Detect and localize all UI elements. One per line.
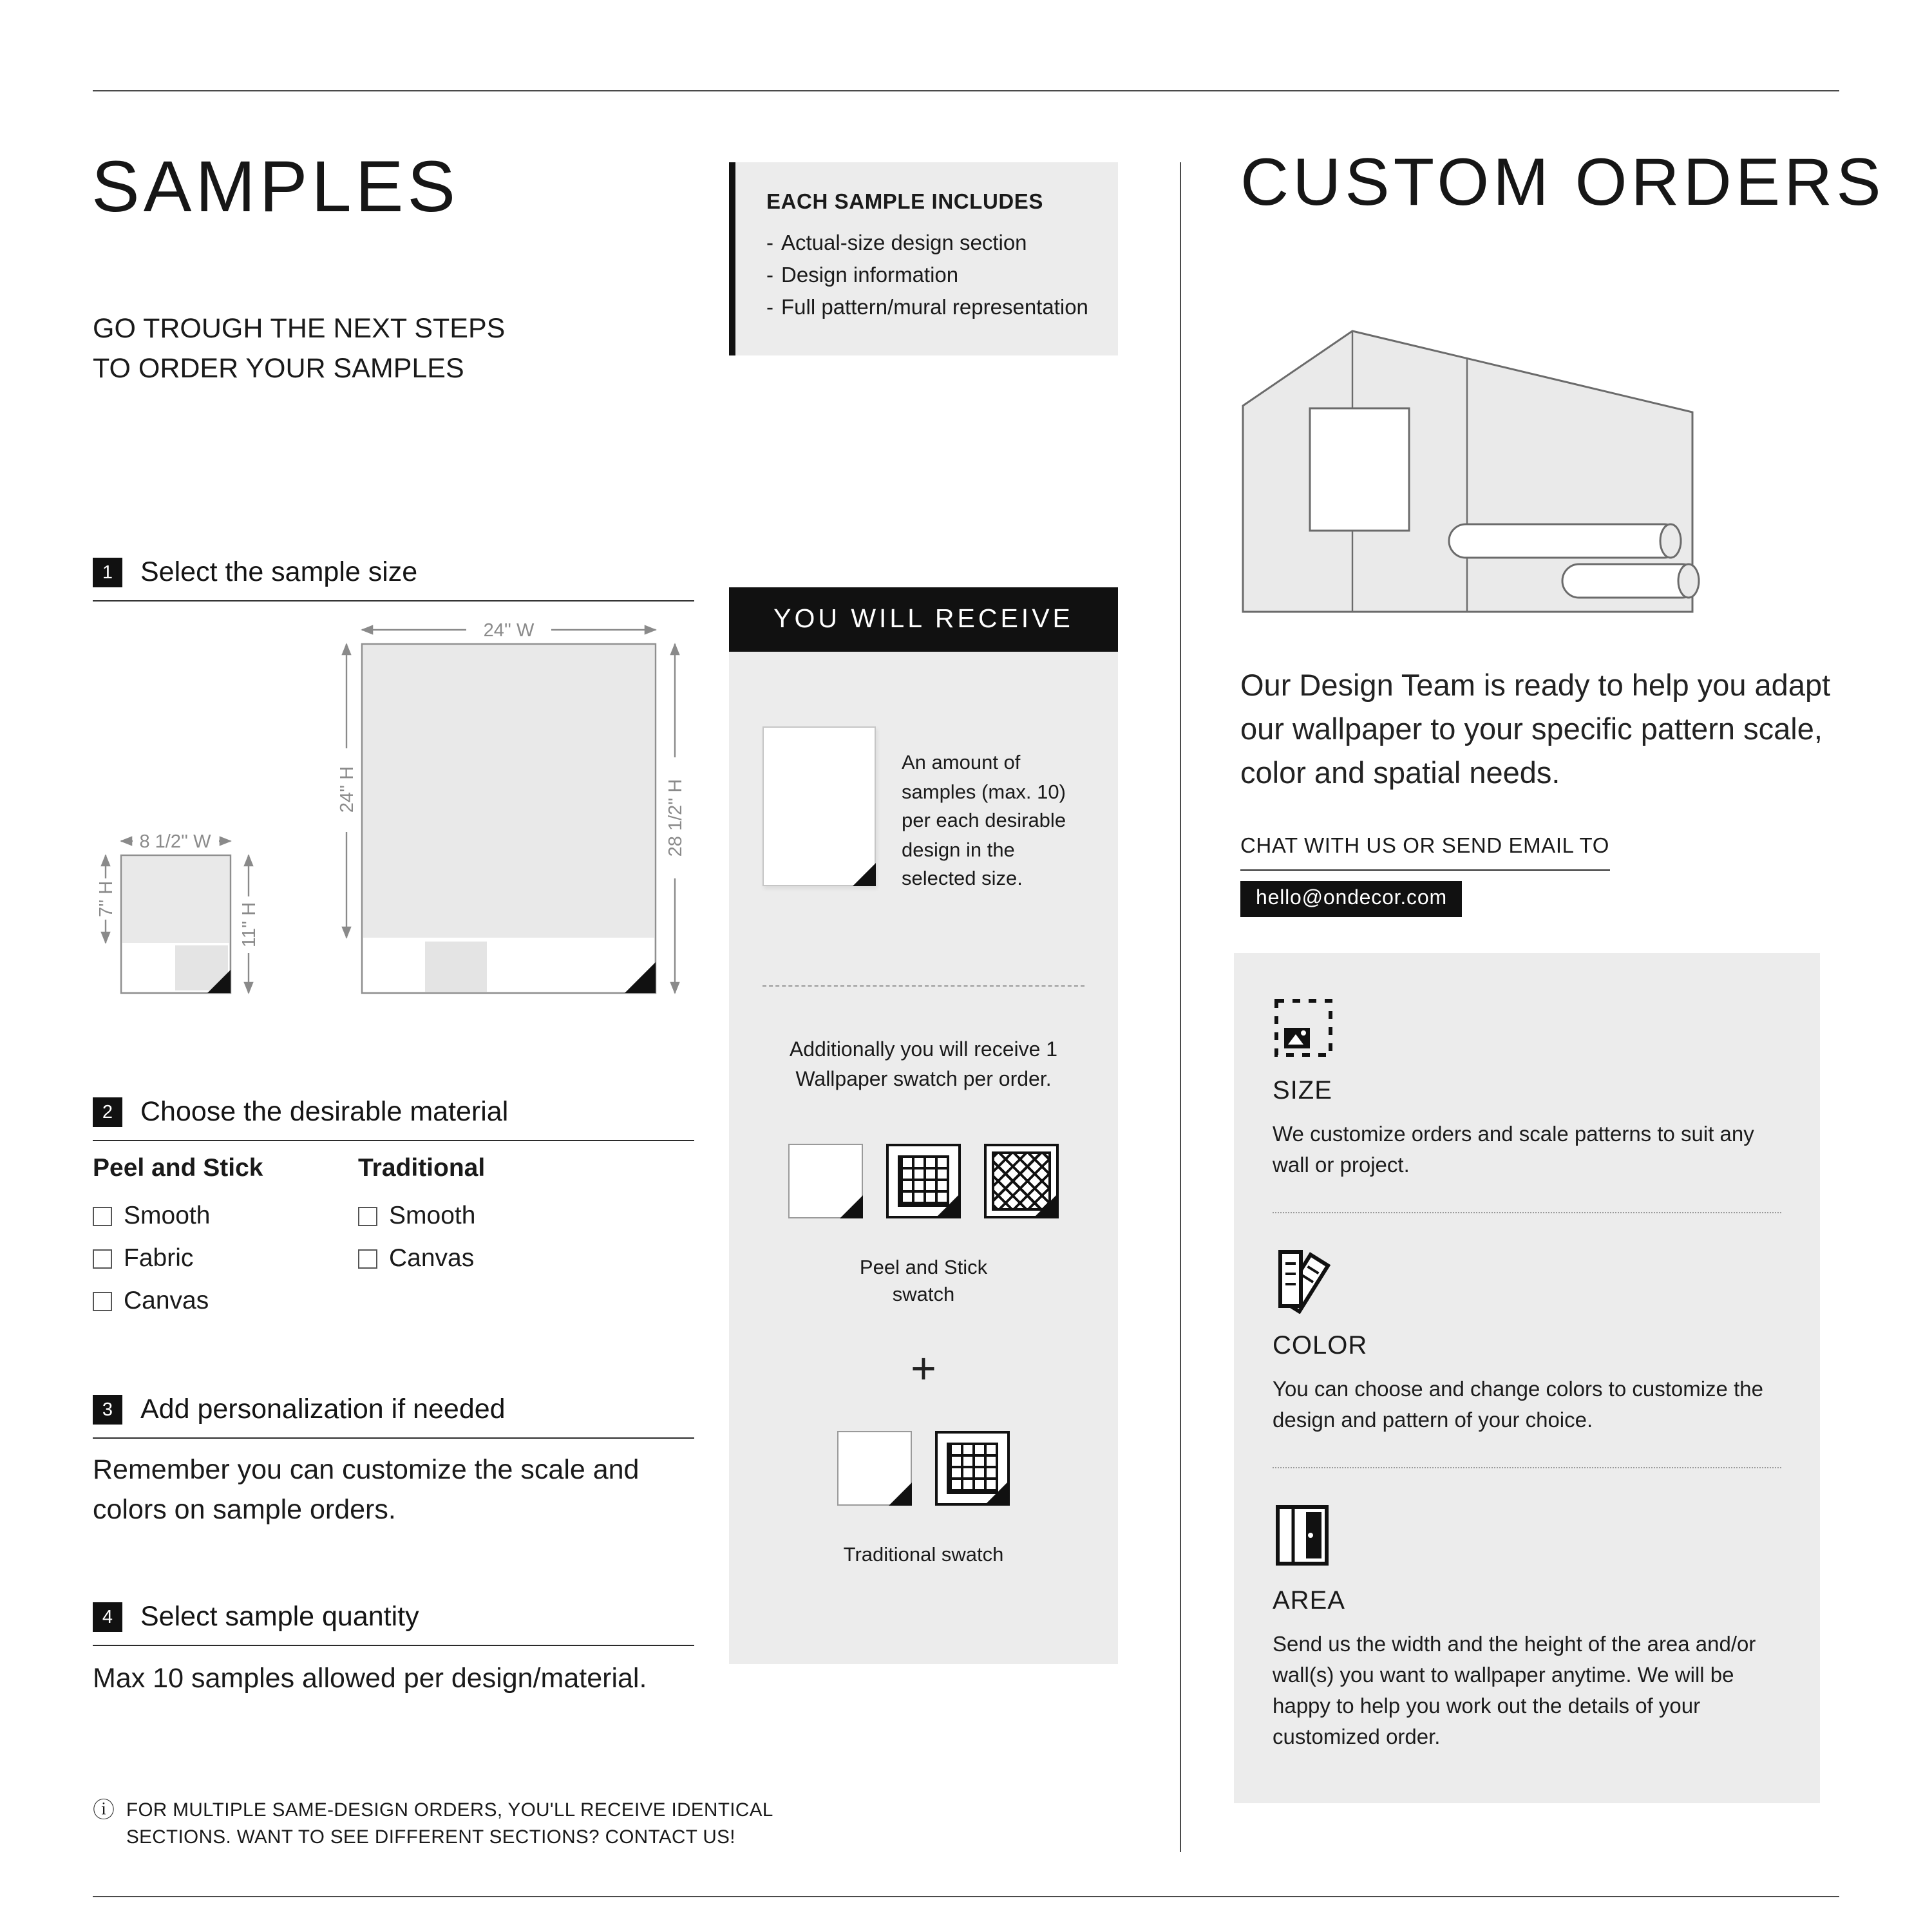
- traditional-swatch-row: [762, 1430, 1084, 1505]
- feature-size-title: SIZE: [1273, 1077, 1332, 1105]
- you-will-receive-panel: [729, 587, 1118, 1664]
- step-1-label: Select the sample size: [140, 556, 418, 587]
- small-width-label: 8 1/2'' W: [139, 831, 211, 852]
- dotted-divider: [1273, 1212, 1781, 1213]
- peel-swatch-grid-icon: [886, 1143, 961, 1218]
- checkbox-icon[interactable]: [358, 1249, 377, 1269]
- bullet: -: [766, 296, 773, 319]
- sample-sheet-icon: [762, 726, 876, 886]
- wallpaper-wall-illustration: [1240, 325, 1714, 634]
- area-wall-door-icon: [1273, 1502, 1334, 1569]
- step-3-number: 3: [93, 1395, 122, 1425]
- roll-end: [1660, 524, 1681, 558]
- checkbox-icon[interactable]: [358, 1207, 377, 1226]
- material-option-label: Canvas: [124, 1287, 209, 1315]
- size-crop-image-icon: [1273, 997, 1334, 1059]
- feature-color-text: You can choose and change colors to customize the design and pattern of your choice.: [1273, 1378, 1763, 1432]
- feature-area: [1273, 1502, 1781, 1753]
- footer-note-text: FOR MULTIPLE SAME-DESIGN ORDERS, YOU'LL RECEIVE IDENTICAL SECTIONS. WANT TO SEE DIFFERENT SECTIONS? CONTACT US!: [126, 1801, 773, 1848]
- step-3-label: Add personalization if needed: [140, 1394, 506, 1425]
- step-4-label: Select sample quantity: [140, 1601, 419, 1632]
- material-option-smooth[interactable]: [358, 1202, 485, 1231]
- top-rule: [93, 90, 1839, 91]
- includes-item-text: Full pattern/mural representation: [781, 296, 1088, 319]
- sample-size-diagram: [93, 613, 717, 1045]
- samples-title: SAMPLES: [91, 146, 460, 227]
- step-2-number: 2: [93, 1097, 122, 1127]
- peel-swatch-label-text: Peel and Stick swatch: [859, 1256, 988, 1305]
- feature-area-text: Send us the width and the height of the area and/or wall(s) you want to wallpaper anytime. We will be happy to help you work out the details of your customized order.: [1273, 1633, 1756, 1749]
- step-1-header: [93, 556, 694, 601]
- large-height-left-label: 24'' H: [337, 766, 357, 813]
- sample-amount-text: An amount of samples (max. 10) per each desirable design in the selected size.: [902, 752, 1066, 890]
- footer-note: [93, 1798, 866, 1851]
- includes-title: EACH SAMPLE INCLUDES: [766, 191, 1044, 214]
- material-option-fabric[interactable]: [93, 1244, 263, 1274]
- traditional-swatch-grid-icon: [935, 1430, 1010, 1505]
- sample-frame: [1310, 408, 1409, 531]
- plus-icon: +: [911, 1344, 936, 1393]
- each-sample-includes-box: [729, 162, 1118, 355]
- feature-color: [1273, 1247, 1781, 1436]
- crosshatch-pattern: [992, 1151, 1051, 1210]
- large-sheet-inner-square: [425, 942, 487, 992]
- grid-pattern: [947, 1442, 998, 1493]
- large-height-right-label: 28 1/2'' H: [665, 779, 686, 857]
- grid-pattern: [898, 1155, 949, 1206]
- feature-size-text: We customize orders and scale patterns to suit any wall or project.: [1273, 1123, 1754, 1177]
- step-3-header: [93, 1394, 694, 1439]
- includes-item: [766, 292, 1092, 325]
- dotted-divider: [1273, 1467, 1781, 1468]
- material-traditional-title: Traditional: [358, 1154, 486, 1182]
- bullet: -: [766, 232, 773, 255]
- traditional-swatch-label: [762, 1541, 1084, 1568]
- material-traditional: [358, 1154, 485, 1287]
- bottom-rule: [93, 1896, 1839, 1897]
- material-option-canvas[interactable]: [358, 1244, 485, 1274]
- checkbox-icon[interactable]: [93, 1292, 112, 1311]
- step-2-label: Choose the desirable material: [140, 1096, 509, 1127]
- includes-item-text: Actual-size design section: [781, 232, 1027, 255]
- large-width-label: 24'' W: [483, 620, 535, 641]
- material-option-canvas[interactable]: [93, 1287, 263, 1316]
- small-height-right-label: 11'' H: [239, 902, 260, 948]
- bullet: -: [766, 264, 773, 287]
- includes-item: [766, 260, 1092, 292]
- receive-header: YOU WILL RECEIVE: [729, 587, 1118, 652]
- custom-orders-title: CUSTOM ORDERS: [1240, 146, 1885, 220]
- info-icon: ⓘ: [93, 1798, 115, 1823]
- peel-swatch-label: [762, 1254, 1084, 1308]
- material-option-label: Canvas: [389, 1244, 475, 1273]
- wallpaper-roll-icon: [1449, 524, 1681, 558]
- peel-swatch-blank-icon: [788, 1143, 863, 1218]
- color-swatchbook-icon: [1273, 1247, 1342, 1314]
- traditional-swatch-blank-icon: [837, 1430, 912, 1505]
- checkbox-icon[interactable]: [93, 1249, 112, 1269]
- column-divider: [1180, 162, 1181, 1852]
- material-option-label: Smooth: [124, 1202, 211, 1230]
- feature-area-title: AREA: [1273, 1587, 1345, 1615]
- samples-intro-text: GO TROUGH THE NEXT STEPS TO ORDER YOUR SAMPLES: [93, 313, 506, 383]
- feature-size: [1273, 997, 1781, 1181]
- dashed-divider: [762, 985, 1084, 986]
- includes-item: [766, 228, 1092, 260]
- peel-swatch-row: [762, 1143, 1084, 1218]
- feature-color-title: COLOR: [1273, 1332, 1368, 1360]
- quantity-note: Max 10 samples allowed per design/material.: [93, 1663, 647, 1694]
- small-height-left-label: 7'' H: [96, 880, 117, 918]
- material-peel-and-stick: [93, 1154, 263, 1329]
- email-badge[interactable]: hello@ondecor.com: [1240, 881, 1463, 917]
- roll-end: [1678, 564, 1699, 598]
- custom-features-panel: [1234, 953, 1820, 1803]
- custom-intro-text: Our Design Team is ready to help you adapt our wallpaper to your specific pattern scale, color and spatial needs.: [1240, 668, 1831, 790]
- checkbox-icon[interactable]: [93, 1207, 112, 1226]
- includes-item-text: Design information: [781, 264, 959, 287]
- large-sheet-white-strip: [363, 938, 654, 992]
- material-option-label: Smooth: [389, 1202, 476, 1230]
- contact-label: CHAT WITH US OR SEND EMAIL TO: [1240, 835, 1609, 871]
- sample-amount-row: [762, 726, 1084, 895]
- peel-swatch-crosshatch-icon: [984, 1143, 1059, 1218]
- step-1-number: 1: [93, 558, 122, 587]
- step-4-header: [93, 1601, 694, 1646]
- step-2-header: [93, 1096, 694, 1141]
- swatch-extra-text: Additionally you will receive 1 Wallpaper swatch per order.: [789, 1039, 1058, 1090]
- material-option-label: Fabric: [124, 1244, 194, 1273]
- material-option-smooth[interactable]: [93, 1202, 263, 1231]
- traditional-swatch-label-text: Traditional swatch: [843, 1544, 1004, 1566]
- step-4-number: 4: [93, 1602, 122, 1632]
- personalization-note: Remember you can customize the scale and colors on sample orders.: [93, 1454, 639, 1525]
- material-peel-title: Peel and Stick: [93, 1154, 263, 1182]
